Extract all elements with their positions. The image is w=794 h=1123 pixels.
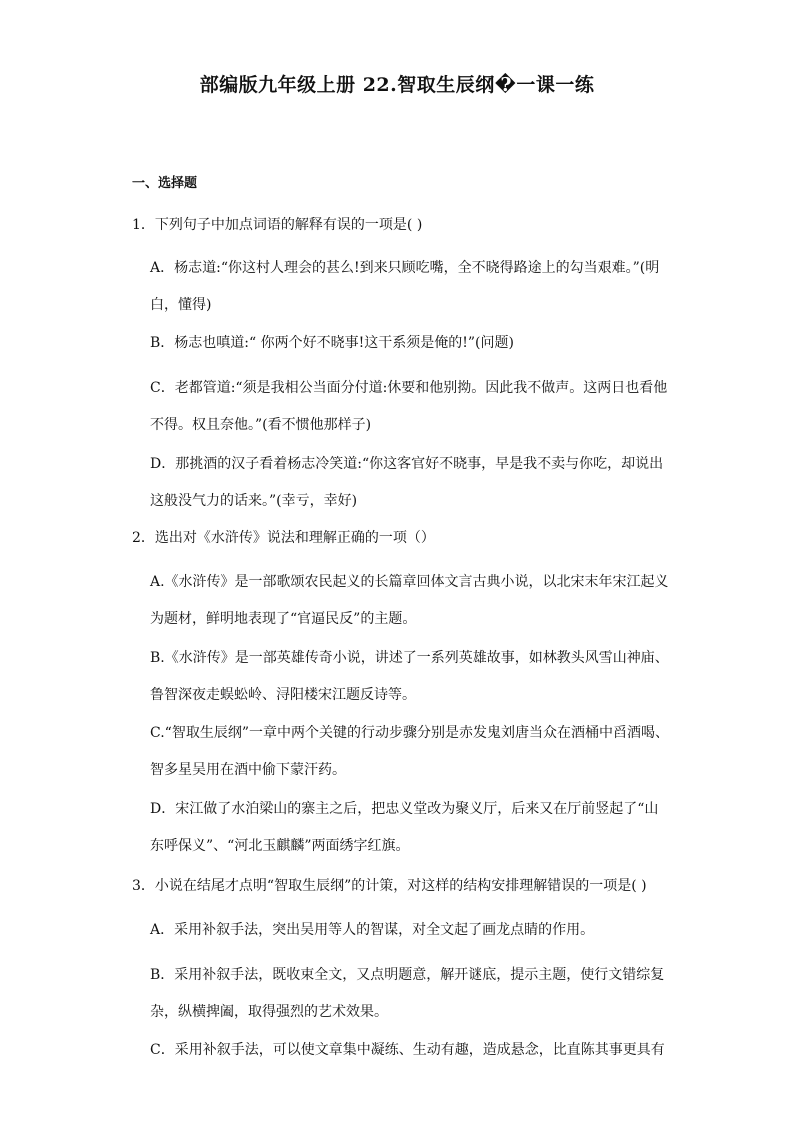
question-3-stem: 3．小说在结尾才点明“智取生辰纲”的计策，对这样的结构安排理解错误的一项是( ) (132, 878, 647, 894)
question-1-option-a: A．杨志道:“你这村人理会的甚么!到来只顾吃嘴，全不晓得路途上的勾当艰难。”(明白，懂得) (150, 260, 660, 313)
question-3-option-b: B．采用补叙手法，既收束全文，又点明题意，解开谜底，提示主题，使行文错综复杂，纵横捭阖，取得强烈的艺术效果。 (150, 967, 665, 1020)
section-heading: 一、选择题 (132, 176, 198, 191)
question-2-option-b: B.《水浒传》是一部英雄传奇小说，讲述了一系列英雄故事，如林教头风雪山神庙、鲁智深夜走蜈蚣岭、浔阳楼宋江题反诗等。 (150, 650, 669, 703)
question-2-option-c: C.“智取生辰纲”一章中两个关键的行动步骤分别是赤发鬼刘唐当众在酒桶中舀酒喝、智多星吴用在酒中偷下蒙汗药。 (150, 725, 669, 778)
question-3-option-a: A．采用补叙手法，突出吴用等人的智谋，对全文起了画龙点睛的作用。 (150, 922, 595, 938)
question-3-option-c: C．采用补叙手法，可以使文章集中凝练、生动有趣，造成悬念，比直陈其事更具有 (150, 1042, 665, 1058)
question-1-option-b: B．杨志也嗔道:“ 你两个好不晓事!这干系须是俺的!”(问题) (150, 335, 514, 351)
question-1-option-d: D．那挑酒的汉子看着杨志冷笑道:“你这客官好不晓事，早是我不卖与你吃，却说出这般没气力的话来。”(幸亏，幸好) (150, 456, 664, 509)
question-2-option-d: D．宋江做了水泊梁山的寨主之后，把忠义堂改为聚义厅，后来又在厅前竖起了“山东呼保义”、“河北玉麒麟”两面绣字红旗。 (150, 801, 659, 854)
document-title: 部编版九年级上册 22.智取生辰纲�一课一练 (199, 74, 595, 96)
question-1-stem: 1．下列句子中加点词语的解释有误的一项是( ) (132, 217, 423, 233)
question-1-option-c: C．老都管道:“须是我相公当面分付道:休要和他别拗。因此我不做声。这两日也看他不得。权且奈他。”(看不惯他那样子) (150, 380, 668, 433)
question-2-stem: 2．选出对《水浒传》说法和理解正确的一项（） (132, 530, 435, 546)
question-2-option-a: A.《水浒传》是一部歌颂农民起义的长篇章回体文言古典小说，以北宋末年宋江起义为题材，鲜明地表现了“官逼民反”的主题。 (150, 574, 669, 627)
